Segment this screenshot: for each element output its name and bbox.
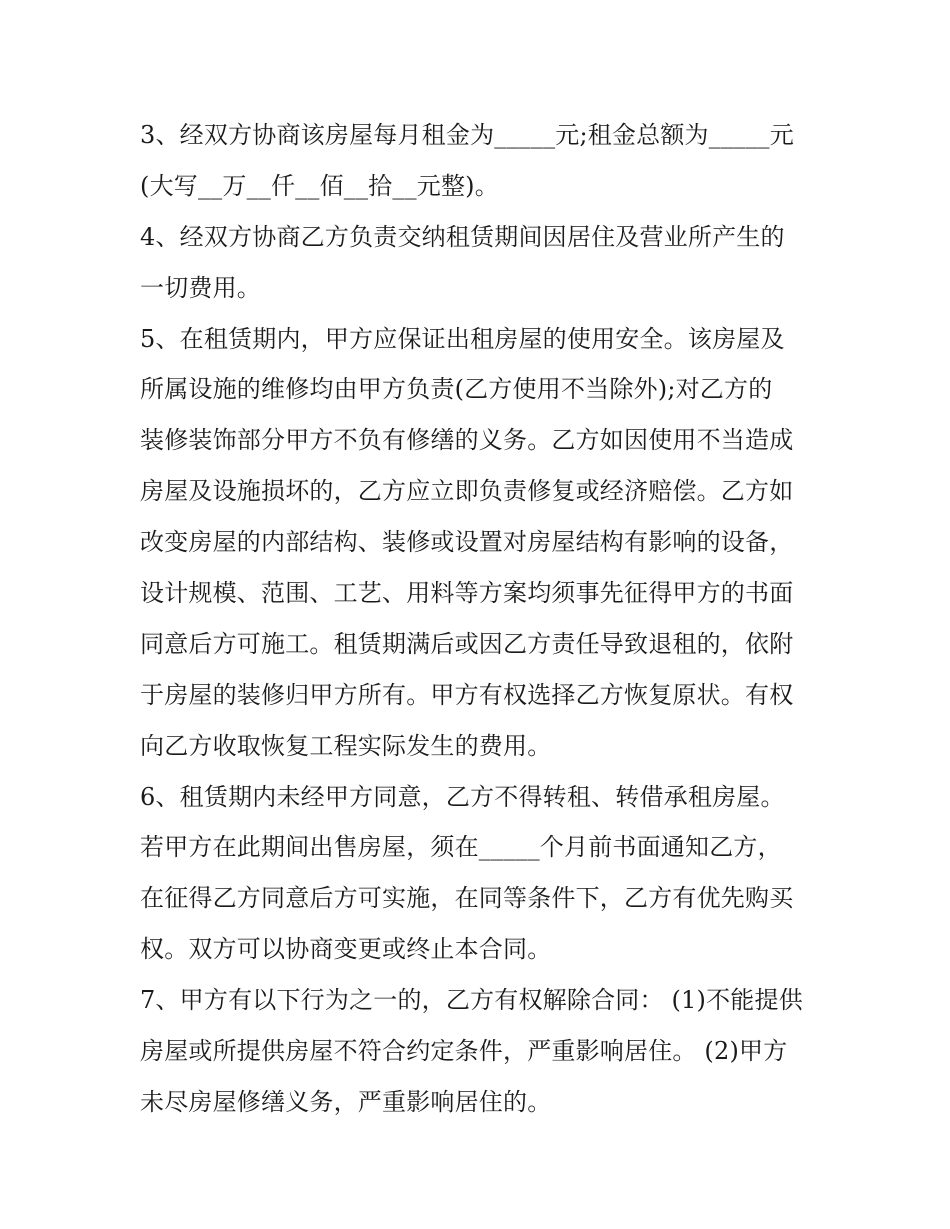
clause-5-line-4: 房屋及设施损坏的，乙方应立即负责修复或经济赔偿。乙方如	[140, 477, 794, 506]
clause-4-line-2: 一切费用。	[140, 273, 261, 302]
clause-7-line-2: 房屋或所提供房屋不符合约定条件，严重影响居住。 (2)甲方	[140, 1037, 788, 1066]
clause-5-line-9: 向乙方收取恢复工程实际发生的费用。	[140, 731, 552, 760]
clause-6-line-4: 权。双方可以协商变更或终止本合同。	[140, 935, 552, 964]
clause-6-line-1: 6、租赁期内未经甲方同意，乙方不得转租、转借承租房屋。	[140, 782, 785, 811]
clause-5-line-2: 所属设施的维修均由甲方负责(乙方使用不当除外);对乙方的	[140, 375, 773, 404]
clause-7-line-3: 未尽房屋修缮义务，严重影响居住的。	[140, 1087, 552, 1116]
clause-5-line-7: 同意后方可施工。租赁期满后或因乙方责任导致退租的，依附	[140, 629, 794, 658]
clause-4-line-1: 4、经双方协商乙方负责交纳租赁期间因居住及营业所产生的	[140, 222, 785, 251]
clause-5-line-8: 于房屋的装修归甲方所有。甲方有权选择乙方恢复原状。有权	[140, 680, 794, 709]
clause-6-line-2: 若甲方在此期间出售房屋，须在_____个月前书面通知乙方，	[140, 833, 782, 862]
clause-5-line-5: 改变房屋的内部结构、装修或设置对房屋结构有影响的设备，	[140, 528, 794, 557]
clause-3-line-2: (大写__万__仟__佰__拾__元整)。	[140, 171, 499, 200]
clause-5-line-3: 装修装饰部分甲方不负有修缮的义务。乙方如因使用不当造成	[140, 426, 794, 455]
clause-3-line-1: 3、经双方协商该房屋每月租金为_____元;租金总额为_____元	[140, 121, 794, 149]
clause-5-line-6: 设计规模、范围、工艺、用料等方案均须事先征得甲方的书面	[140, 579, 794, 608]
clause-6-line-3: 在征得乙方同意后方可实施，在同等条件下，乙方有优先购买	[140, 884, 794, 913]
clause-5-line-1: 5、在租赁期内，甲方应保证出租房屋的使用安全。该房屋及	[140, 324, 785, 353]
contract-body-text	[140, 110, 820, 1128]
clause-7-line-1: 7、甲方有以下行为之一的，乙方有权解除合同： (1)不能提供	[140, 986, 803, 1015]
